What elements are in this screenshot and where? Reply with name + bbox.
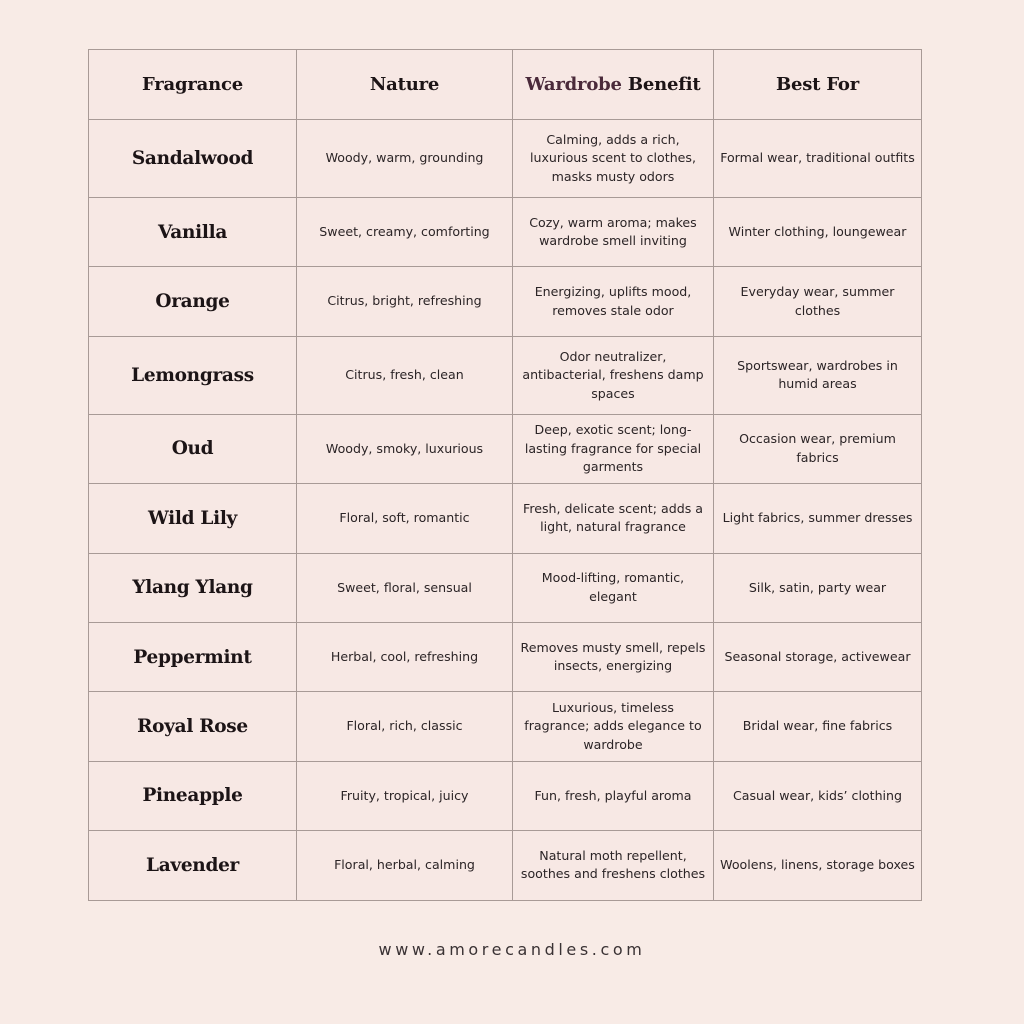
best-for-cell: Formal wear, traditional outfits xyxy=(714,120,922,198)
table-body xyxy=(89,120,922,901)
table-header xyxy=(89,50,922,120)
best-for-cell: Bridal wear, fine fabrics xyxy=(714,692,922,761)
table-row xyxy=(89,414,922,483)
header-best-for: Best For xyxy=(714,50,922,120)
nature-cell: Citrus, bright, refreshing xyxy=(297,267,513,336)
benefit-cell: Luxurious, timeless fragrance; adds elegance to wardrobe xyxy=(513,692,714,761)
table-row xyxy=(89,692,922,761)
nature-cell: Sweet, floral, sensual xyxy=(297,553,513,622)
best-for-cell: Seasonal storage, activewear xyxy=(714,622,922,691)
header-row xyxy=(89,50,922,120)
benefit-cell: Fresh, delicate scent; adds a light, natural fragrance xyxy=(513,484,714,553)
benefit-cell: Deep, exotic scent; long-lasting fragrance for special garments xyxy=(513,414,714,483)
best-for-cell: Casual wear, kids’ clothing xyxy=(714,761,922,830)
fragrance-name: Peppermint xyxy=(89,622,297,691)
table-row xyxy=(89,336,922,414)
nature-cell: Citrus, fresh, clean xyxy=(297,336,513,414)
benefit-cell: Cozy, warm aroma; makes wardrobe smell inviting xyxy=(513,198,714,267)
nature-cell: Floral, herbal, calming xyxy=(297,831,513,900)
table-row xyxy=(89,831,922,900)
fragrance-name: Orange xyxy=(89,267,297,336)
nature-cell: Herbal, cool, refreshing xyxy=(297,622,513,691)
nature-cell: Floral, soft, romantic xyxy=(297,484,513,553)
header-benefit-accent: Wardrobe xyxy=(525,74,622,95)
fragrance-table xyxy=(88,49,922,901)
fragrance-name: Lavender xyxy=(89,831,297,900)
table-row xyxy=(89,484,922,553)
best-for-cell: Woolens, linens, storage boxes xyxy=(714,831,922,900)
header-fragrance: Fragrance xyxy=(89,50,297,120)
table-row xyxy=(89,622,922,691)
nature-cell: Floral, rich, classic xyxy=(297,692,513,761)
header-benefit-rest: Benefit xyxy=(621,74,701,95)
table-row xyxy=(89,267,922,336)
table-row xyxy=(89,120,922,198)
header-nature: Nature xyxy=(297,50,513,120)
fragrance-name: Wild Lily xyxy=(89,484,297,553)
benefit-cell: Energizing, uplifts mood, removes stale odor xyxy=(513,267,714,336)
fragrance-name: Oud xyxy=(89,414,297,483)
benefit-cell: Removes musty smell, repels insects, energizing xyxy=(513,622,714,691)
benefit-cell: Mood-lifting, romantic, elegant xyxy=(513,553,714,622)
benefit-cell: Natural moth repellent, soothes and freshens clothes xyxy=(513,831,714,900)
nature-cell: Woody, warm, grounding xyxy=(297,120,513,198)
website-footer: www.amorecandles.com xyxy=(378,940,646,959)
fragrance-name: Vanilla xyxy=(89,198,297,267)
header-wardrobe-benefit xyxy=(513,50,714,120)
table-row xyxy=(89,553,922,622)
best-for-cell: Light fabrics, summer dresses xyxy=(714,484,922,553)
best-for-cell: Sportswear, wardrobes in humid areas xyxy=(714,336,922,414)
benefit-cell: Fun, fresh, playful aroma xyxy=(513,761,714,830)
best-for-cell: Winter clothing, loungewear xyxy=(714,198,922,267)
nature-cell: Woody, smoky, luxurious xyxy=(297,414,513,483)
table-row xyxy=(89,761,922,830)
best-for-cell: Everyday wear, summer clothes xyxy=(714,267,922,336)
benefit-cell: Calming, adds a rich, luxurious scent to clothes, masks musty odors xyxy=(513,120,714,198)
fragrance-name: Lemongrass xyxy=(89,336,297,414)
benefit-cell: Odor neutralizer, antibacterial, freshens damp spaces xyxy=(513,336,714,414)
best-for-cell: Occasion wear, premium fabrics xyxy=(714,414,922,483)
fragrance-name: Royal Rose xyxy=(89,692,297,761)
fragrance-name: Ylang Ylang xyxy=(89,553,297,622)
table-row xyxy=(89,198,922,267)
fragrance-name: Sandalwood xyxy=(89,120,297,198)
best-for-cell: Silk, satin, party wear xyxy=(714,553,922,622)
nature-cell: Sweet, creamy, comforting xyxy=(297,198,513,267)
fragrance-name: Pineapple xyxy=(89,761,297,830)
nature-cell: Fruity, tropical, juicy xyxy=(297,761,513,830)
